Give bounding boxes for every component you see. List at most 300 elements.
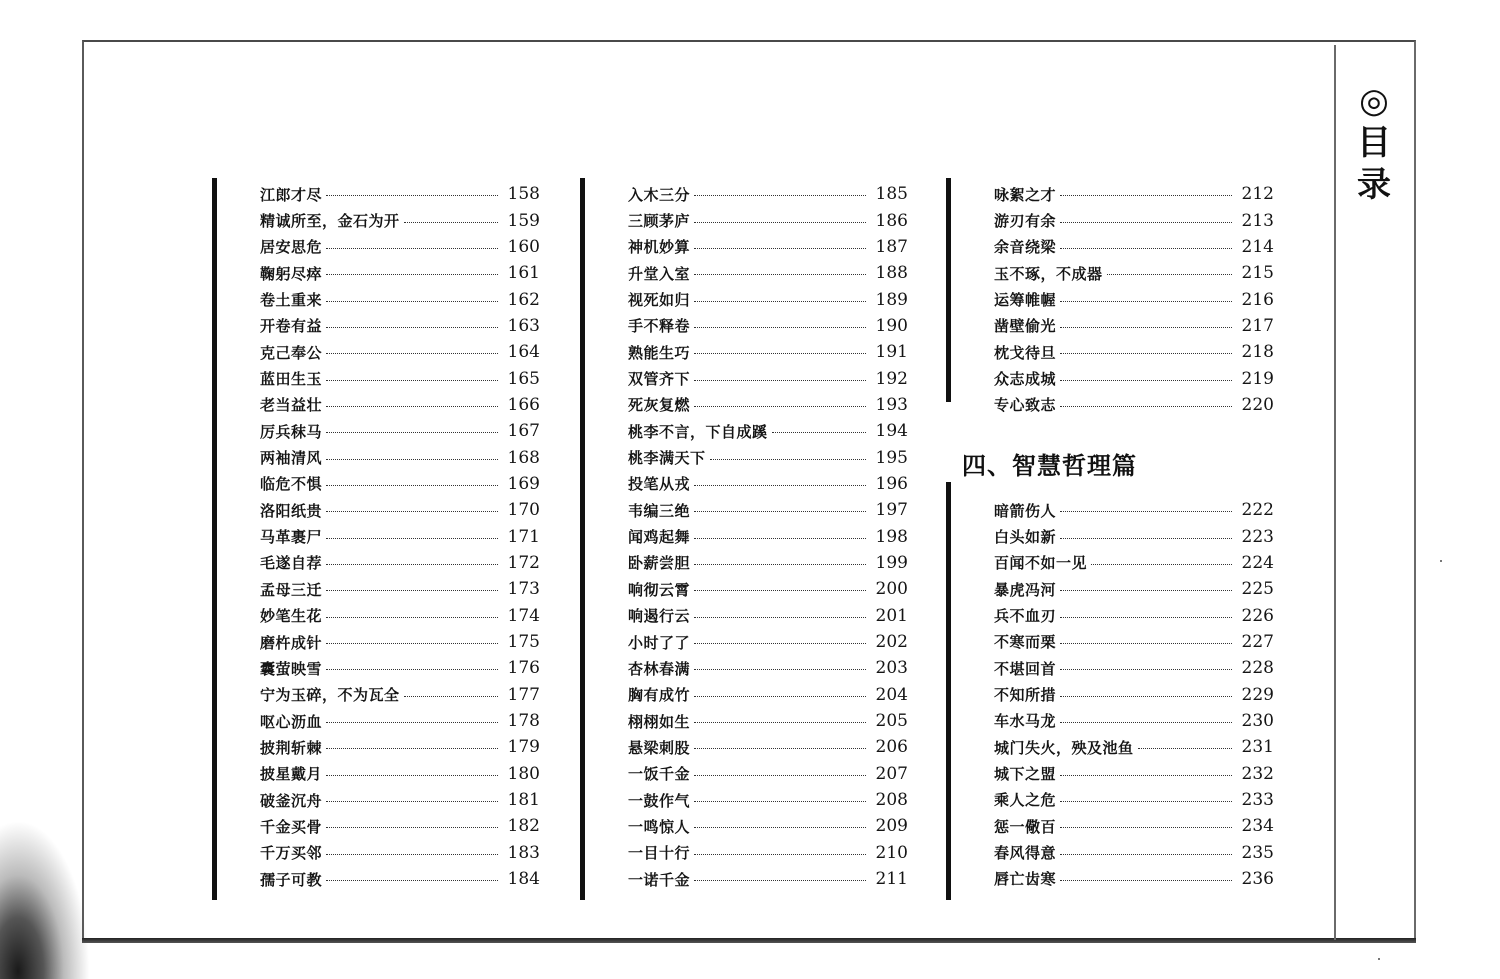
leader-dots: [710, 458, 866, 460]
toc-entry-title: 磨杵成针: [260, 633, 323, 652]
toc-entry-page: 213: [1241, 210, 1274, 231]
toc-entry-title: 不堪回首: [994, 659, 1057, 678]
toc-entry[interactable]: [628, 813, 908, 839]
toc-entry[interactable]: [260, 682, 540, 708]
toc-entry[interactable]: [994, 576, 1274, 602]
toc-entry-title: 一饭千金: [628, 765, 691, 784]
toc-entry-title: 不知所措: [994, 686, 1057, 705]
toc-entry-title: 桃李满天下: [628, 449, 706, 468]
toc-entry[interactable]: [260, 708, 540, 734]
toc-column-3-section: [994, 497, 1274, 892]
toc-entry[interactable]: [628, 339, 908, 365]
toc-entry-page: 220: [1241, 394, 1274, 415]
toc-entry-page: 176: [507, 658, 540, 679]
toc-entry-page: 196: [875, 473, 908, 494]
toc-entry-page: 202: [875, 632, 908, 653]
toc-entry-page: 211: [875, 869, 908, 890]
leader-dots: [1060, 774, 1232, 776]
leader-dots: [1138, 747, 1232, 749]
toc-entry-page: 186: [875, 210, 908, 231]
toc-entry-page: 230: [1241, 710, 1274, 731]
toc-entry-page: 234: [1241, 816, 1274, 837]
toc-entry-page: 231: [1241, 737, 1274, 758]
circle-mark-icon: ◎: [1359, 81, 1389, 121]
toc-entry-title: 枕戈待旦: [994, 343, 1057, 362]
toc-entry-title: 凿壁偷光: [994, 317, 1057, 336]
toc-entry-page: 236: [1241, 868, 1274, 889]
leader-dots: [326, 537, 498, 539]
toc-entry[interactable]: [628, 392, 908, 418]
toc-entry-title: 江郎才尽: [260, 185, 323, 204]
leader-dots: [694, 721, 866, 723]
toc-entry-page: 184: [507, 869, 540, 890]
toc-entry[interactable]: [994, 365, 1274, 391]
toc-entry[interactable]: [628, 655, 908, 681]
toc-entry[interactable]: [260, 313, 540, 339]
toc-entry-page: 187: [875, 236, 908, 257]
toc-entry-page: 195: [875, 447, 908, 468]
toc-entry-page: 191: [875, 342, 908, 363]
toc-entry-page: 161: [507, 263, 540, 284]
toc-entry-page: 222: [1241, 500, 1274, 521]
toc-entry[interactable]: [994, 339, 1274, 365]
toc-entry[interactable]: [260, 207, 540, 233]
toc-entry-title: 乘人之危: [994, 791, 1057, 810]
toc-entry[interactable]: [260, 365, 540, 391]
toc-entry-title: 宁为玉碎，不为瓦全: [260, 686, 400, 705]
leader-dots: [326, 352, 498, 354]
toc-entry[interactable]: [994, 497, 1274, 523]
leader-dots: [1060, 537, 1232, 539]
toc-entry[interactable]: [628, 523, 908, 549]
toc-entry[interactable]: [260, 286, 540, 312]
leader-dots: [694, 510, 866, 512]
toc-entry-title: 一鸣惊人: [628, 817, 691, 836]
leader-dots: [326, 247, 498, 249]
scan-shadow: [0, 820, 90, 979]
toc-entry-page: 189: [875, 289, 908, 310]
toc-entry-page: 227: [1241, 631, 1274, 652]
leader-dots: [326, 510, 498, 512]
leader-dots: [694, 642, 866, 644]
toc-entry-page: 232: [1241, 763, 1274, 784]
leader-dots: [326, 879, 498, 881]
toc-entry[interactable]: [628, 365, 908, 391]
toc-entry[interactable]: [260, 260, 540, 286]
toc-entry[interactable]: [628, 260, 908, 286]
leader-dots: [694, 273, 866, 275]
leader-dots: [694, 879, 866, 881]
toc-entry-title: 双管齐下: [628, 370, 691, 389]
leader-dots: [1060, 589, 1232, 591]
column-bar: [212, 178, 217, 900]
leader-dots: [694, 194, 866, 196]
toc-column-2: [628, 181, 908, 892]
toc-entry[interactable]: [994, 629, 1274, 655]
toc-entry-page: 223: [1241, 526, 1274, 547]
toc-entry-page: 214: [1241, 236, 1274, 257]
toc-entry[interactable]: [260, 576, 540, 602]
leader-dots: [694, 695, 866, 697]
toc-entry[interactable]: [994, 286, 1274, 312]
toc-entry-page: 204: [875, 684, 908, 705]
toc-entry-page: 178: [507, 711, 540, 732]
leader-dots: [694, 300, 866, 302]
toc-entry-page: 235: [1241, 842, 1274, 863]
toc-entry-title: 马革裹尸: [260, 528, 323, 547]
column-bar: [946, 178, 951, 402]
toc-entry-title: 破釜沉舟: [260, 791, 323, 810]
toc-entry-title: 孟母三迁: [260, 580, 323, 599]
toc-entry-page: 198: [875, 526, 908, 547]
toc-entry-title: 唇亡齿寒: [994, 870, 1057, 889]
toc-entry-title: 小时了了: [628, 633, 691, 652]
toc-entry-title: 运筹帷幄: [994, 291, 1057, 310]
toc-entry[interactable]: [628, 181, 908, 207]
toc-entry-page: 181: [507, 790, 540, 811]
toc-entry[interactable]: [628, 603, 908, 629]
toc-entry[interactable]: [628, 761, 908, 787]
side-title-char: 目: [1357, 123, 1391, 163]
toc-entry[interactable]: [260, 181, 540, 207]
toc-entry-page: 170: [507, 500, 540, 521]
toc-entry-page: 205: [875, 711, 908, 732]
toc-entry[interactable]: [994, 813, 1274, 839]
toc-entry-page: 219: [1241, 368, 1274, 389]
toc-entry-page: 203: [875, 658, 908, 679]
toc-entry-page: 192: [875, 368, 908, 389]
page-bottom-edge: [82, 938, 1416, 943]
toc-entry[interactable]: [628, 734, 908, 760]
column-bar: [580, 178, 585, 900]
leader-dots: [694, 379, 866, 381]
column-bar: [946, 482, 951, 900]
leader-dots: [1060, 221, 1232, 223]
toc-entry-title: 响遏行云: [628, 607, 691, 626]
toc-entry-page: 174: [507, 605, 540, 626]
toc-entry-title: 栩栩如生: [628, 712, 691, 731]
toc-entry-page: 225: [1241, 579, 1274, 600]
leader-dots: [1060, 853, 1232, 855]
leader-dots: [326, 747, 498, 749]
leader-dots: [694, 352, 866, 354]
toc-entry-title: 披星戴月: [260, 765, 323, 784]
leader-dots: [326, 484, 498, 486]
toc-entry-title: 投笔从戎: [628, 475, 691, 494]
toc-entry-title: 千金买骨: [260, 817, 323, 836]
leader-dots: [1060, 879, 1232, 881]
leader-dots: [326, 458, 498, 460]
toc-entry-page: 217: [1241, 315, 1274, 336]
leader-dots: [1060, 695, 1232, 697]
toc-entry[interactable]: [260, 234, 540, 260]
toc-entry-page: 226: [1241, 605, 1274, 626]
toc-entry-title: 升堂入室: [628, 264, 691, 283]
toc-entry[interactable]: [628, 286, 908, 312]
leader-dots: [326, 300, 498, 302]
leader-dots: [326, 616, 498, 618]
toc-entry[interactable]: [260, 497, 540, 523]
toc-entry-page: 179: [507, 737, 540, 758]
toc-entry-title: 神机妙算: [628, 238, 691, 257]
toc-entry-page: 193: [875, 394, 908, 415]
leader-dots: [694, 247, 866, 249]
toc-entry[interactable]: [260, 418, 540, 444]
leader-dots: [326, 326, 498, 328]
toc-entry[interactable]: [628, 550, 908, 576]
toc-entry[interactable]: [994, 550, 1274, 576]
toc-entry-page: 209: [875, 816, 908, 837]
toc-entry-title: 专心致志: [994, 396, 1057, 415]
toc-column-1: [260, 181, 540, 892]
toc-entry-page: 188: [875, 263, 908, 284]
toc-entry-page: 208: [875, 790, 908, 811]
toc-entry[interactable]: [994, 234, 1274, 260]
toc-entry-page: 160: [507, 236, 540, 257]
toc-entry[interactable]: [260, 629, 540, 655]
toc-entry[interactable]: [994, 392, 1274, 418]
toc-entry[interactable]: [628, 497, 908, 523]
toc-entry[interactable]: [260, 761, 540, 787]
leader-dots: [326, 668, 498, 670]
toc-entry[interactable]: [628, 629, 908, 655]
toc-entry-page: 167: [507, 421, 540, 442]
toc-entry-title: 暗箭伤人: [994, 501, 1057, 520]
toc-entry-title: 百闻不如一见: [994, 554, 1088, 573]
toc-entry-page: 201: [875, 605, 908, 626]
toc-entry-title: 毛遂自荐: [260, 554, 323, 573]
toc-entry-page: 162: [507, 289, 540, 310]
toc-entry-title: 兵不血刃: [994, 607, 1057, 626]
toc-entry-page: 168: [507, 447, 540, 468]
toc-entry-title: 悬梁刺股: [628, 738, 691, 757]
toc-entry-title: 孺子可教: [260, 870, 323, 889]
toc-entry-title: 暴虎冯河: [994, 580, 1057, 599]
toc-entry[interactable]: [628, 444, 908, 470]
toc-entry[interactable]: [260, 866, 540, 892]
toc-entry[interactable]: [994, 207, 1274, 233]
toc-entry-title: 入木三分: [628, 185, 691, 204]
toc-entry[interactable]: [994, 760, 1274, 786]
leader-dots: [694, 774, 866, 776]
toc-entry-title: 余音绕梁: [994, 238, 1057, 257]
side-title-char: 录: [1357, 165, 1391, 205]
toc-entry-title: 千万买邻: [260, 844, 323, 863]
toc-entry[interactable]: [260, 734, 540, 760]
toc-entry-title: 精诚所至，金石为开: [260, 212, 400, 231]
leader-dots: [1060, 405, 1232, 407]
toc-entry-title: 开卷有益: [260, 317, 323, 336]
toc-entry[interactable]: [994, 787, 1274, 813]
scan-speck: [1440, 560, 1442, 562]
toc-entry[interactable]: [628, 682, 908, 708]
toc-entry-title: 众志成城: [994, 370, 1057, 389]
toc-entry-title: 响彻云霄: [628, 580, 691, 599]
toc-entry[interactable]: [628, 840, 908, 866]
leader-dots: [326, 273, 498, 275]
toc-entry-page: 173: [507, 579, 540, 600]
leader-dots: [694, 537, 866, 539]
toc-entry-title: 春风得意: [994, 844, 1057, 863]
toc-entry[interactable]: [260, 523, 540, 549]
toc-entry[interactable]: [260, 444, 540, 470]
leader-dots: [326, 563, 498, 565]
toc-entry-title: 两袖清风: [260, 449, 323, 468]
side-divider: [1334, 45, 1336, 940]
leader-dots: [694, 221, 866, 223]
toc-entry-title: 妙笔生花: [260, 607, 323, 626]
toc-entry[interactable]: [628, 234, 908, 260]
toc-entry-page: 212: [1241, 184, 1274, 205]
toc-entry-page: 229: [1241, 684, 1274, 705]
toc-entry-page: 218: [1241, 342, 1274, 363]
toc-entry-title: 惩一儆百: [994, 817, 1057, 836]
toc-entry[interactable]: [260, 550, 540, 576]
toc-entry-title: 白头如新: [994, 528, 1057, 547]
toc-entry[interactable]: [260, 840, 540, 866]
toc-entry[interactable]: [994, 839, 1274, 865]
leader-dots: [1060, 326, 1232, 328]
toc-entry-title: 手不释卷: [628, 317, 691, 336]
toc-entry[interactable]: [994, 602, 1274, 628]
toc-entry-title: 一鼓作气: [628, 791, 691, 810]
toc-entry-title: 胸有成竹: [628, 686, 691, 705]
toc-entry-title: 囊萤映雪: [260, 659, 323, 678]
leader-dots: [326, 194, 498, 196]
toc-entry-title: 洛阳纸贵: [260, 501, 323, 520]
toc-entry-title: 死灰复燃: [628, 396, 691, 415]
toc-entry-title: 老当益壮: [260, 396, 323, 415]
toc-entry[interactable]: [994, 708, 1274, 734]
toc-entry-page: 206: [875, 737, 908, 758]
toc-entry[interactable]: [994, 181, 1274, 207]
toc-entry-page: 224: [1241, 552, 1274, 573]
toc-entry[interactable]: [260, 471, 540, 497]
toc-entry[interactable]: [994, 734, 1274, 760]
toc-entry[interactable]: [260, 655, 540, 681]
toc-entry-page: 165: [507, 368, 540, 389]
toc-entry-page: 228: [1241, 658, 1274, 679]
toc-entry[interactable]: [628, 576, 908, 602]
leader-dots: [694, 589, 866, 591]
toc-entry-title: 咏絮之才: [994, 185, 1057, 204]
toc-entry-title: 披荆斩棘: [260, 738, 323, 757]
toc-entry-page: 185: [875, 184, 908, 205]
leader-dots: [1107, 273, 1232, 275]
leader-dots: [1060, 379, 1232, 381]
toc-entry[interactable]: [994, 681, 1274, 707]
toc-entry[interactable]: [628, 787, 908, 813]
toc-entry[interactable]: [994, 260, 1274, 286]
toc-entry[interactable]: [260, 339, 540, 365]
toc-entry[interactable]: [260, 813, 540, 839]
toc-entry[interactable]: [994, 313, 1274, 339]
leader-dots: [694, 747, 866, 749]
leader-dots: [1060, 616, 1232, 618]
toc-entry[interactable]: [628, 313, 908, 339]
toc-entry-title: 临危不惧: [260, 475, 323, 494]
leader-dots: [326, 405, 498, 407]
toc-entry-title: 卷土重来: [260, 291, 323, 310]
toc-entry-page: 163: [507, 315, 540, 336]
toc-side-title: [1352, 80, 1396, 206]
toc-entry[interactable]: [628, 866, 908, 892]
toc-entry-title: 游刃有余: [994, 212, 1057, 231]
toc-entry-title: 闻鸡起舞: [628, 528, 691, 547]
toc-entry-page: 216: [1241, 289, 1274, 310]
toc-entry-page: 190: [875, 315, 908, 336]
toc-column-3: [994, 181, 1274, 418]
leader-dots: [694, 616, 866, 618]
toc-entry[interactable]: [994, 655, 1274, 681]
leader-dots: [326, 379, 498, 381]
leader-dots: [1060, 668, 1232, 670]
leader-dots: [694, 668, 866, 670]
toc-entry[interactable]: [628, 708, 908, 734]
toc-entry-title: 鞠躬尽瘁: [260, 264, 323, 283]
toc-entry[interactable]: [628, 471, 908, 497]
toc-entry-page: 233: [1241, 789, 1274, 810]
section-heading: 四、智慧哲理篇: [962, 451, 1137, 480]
toc-entry-page: 177: [507, 684, 540, 705]
toc-entry-page: 159: [507, 210, 540, 231]
leader-dots: [326, 642, 498, 644]
leader-dots: [326, 589, 498, 591]
toc-entry-title: 一目十行: [628, 844, 691, 863]
leader-dots: [694, 563, 866, 565]
leader-dots: [404, 221, 498, 223]
toc-entry[interactable]: [628, 418, 908, 444]
leader-dots: [326, 853, 498, 855]
toc-entry-title: 蓝田生玉: [260, 370, 323, 389]
leader-dots: [1060, 247, 1232, 249]
toc-entry-title: 桃李不言，下自成蹊: [628, 422, 768, 441]
toc-entry-page: 175: [507, 632, 540, 653]
toc-entry-page: 215: [1241, 263, 1274, 284]
toc-entry-page: 180: [507, 763, 540, 784]
toc-entry[interactable]: [994, 523, 1274, 549]
leader-dots: [1060, 352, 1232, 354]
toc-entry[interactable]: [628, 207, 908, 233]
toc-entry[interactable]: [260, 392, 540, 418]
leader-dots: [1060, 194, 1232, 196]
toc-entry[interactable]: [260, 787, 540, 813]
toc-entry-page: 183: [507, 842, 540, 863]
leader-dots: [1060, 721, 1232, 723]
toc-entry-title: 城下之盟: [994, 765, 1057, 784]
toc-entry-page: 199: [875, 552, 908, 573]
leader-dots: [772, 431, 866, 433]
leader-dots: [1060, 800, 1232, 802]
toc-entry-title: 玉不琢，不成器: [994, 264, 1103, 283]
leader-dots: [694, 800, 866, 802]
toc-entry-title: 熟能生巧: [628, 343, 691, 362]
toc-entry-page: 210: [875, 842, 908, 863]
leader-dots: [694, 326, 866, 328]
toc-entry-title: 一诺千金: [628, 870, 691, 889]
leader-dots: [326, 721, 498, 723]
toc-entry-page: 169: [507, 473, 540, 494]
toc-entry-title: 韦编三绝: [628, 501, 691, 520]
toc-entry[interactable]: [260, 603, 540, 629]
toc-entry-title: 卧薪尝胆: [628, 554, 691, 573]
leader-dots: [326, 431, 498, 433]
toc-entry-title: 三顾茅庐: [628, 212, 691, 231]
toc-entry-title: 克己奉公: [260, 343, 323, 362]
toc-entry[interactable]: [994, 866, 1274, 892]
leader-dots: [1060, 826, 1232, 828]
scan-speck: [1378, 958, 1380, 960]
